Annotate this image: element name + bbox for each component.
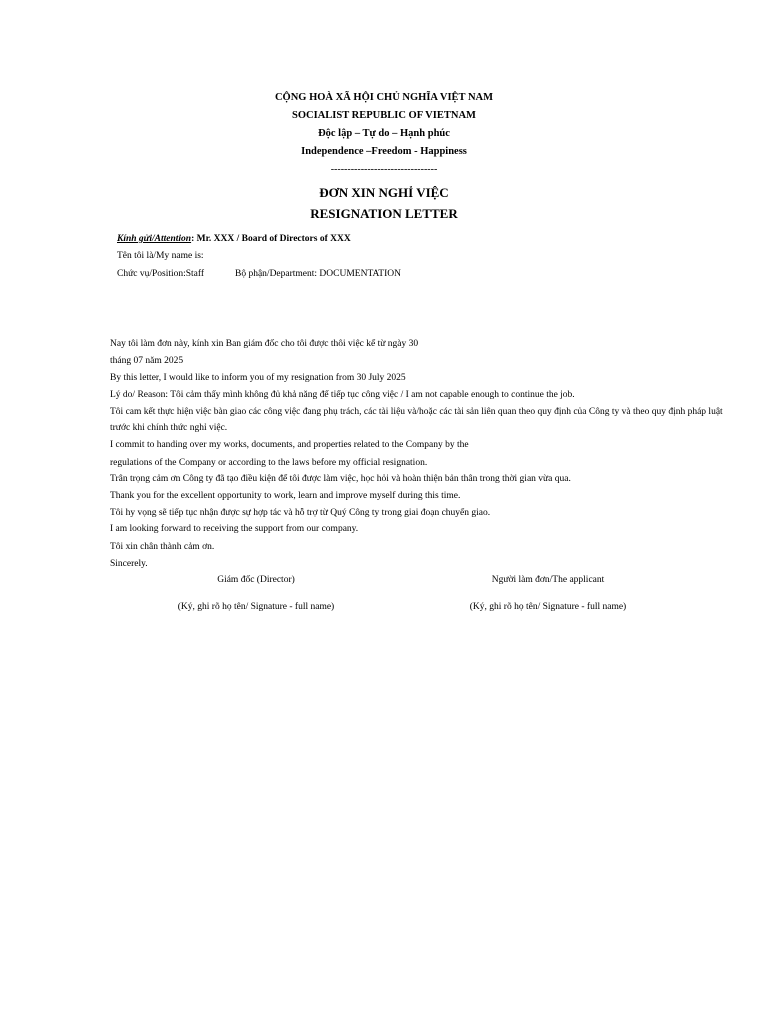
body-line: Trân trọng cảm ơn Công ty đã tạo điều kiện để tôi được làm việc, học hỏi và hoàn thiện bản thân trong thời gian vừa qua. [110, 474, 571, 484]
country-name-en: SOCIALIST REPUBLIC OF VIETNAM [292, 110, 476, 121]
director-signature-note: (Ký, ghi rõ họ tên/ Signature - full name) [177, 602, 335, 612]
country-name-vn: CỘNG HOÀ XÃ HỘI CHỦ NGHĨA VIỆT NAM [274, 92, 494, 103]
body-line: Tôi cam kết thực hiện việc bàn giao các công việc đang phụ trách, các tài liệu và/hoặc các tài sản liên quan theo quy định của Công ty và theo quy định pháp luật [110, 407, 723, 417]
body-line: I commit to handing over my works, documents, and properties related to the Company by the [110, 440, 469, 450]
body-line: Nay tôi làm đơn này, kính xin Ban giám đốc cho tôi được thôi việc kể từ ngày 30 [110, 339, 419, 349]
addressee-label: Kính gửi/Attention [117, 234, 192, 244]
motto-en: Independence –Freedom - Happiness [301, 146, 467, 157]
director-signature-title: Giám đốc (Director) [217, 575, 295, 585]
department-field-label: Bộ phận/Department: DOCUMENTATION [235, 269, 401, 279]
body-line: Sincerely. [110, 559, 148, 569]
body-line: regulations of the Company or according to the laws before my official resignation. [110, 458, 428, 468]
header-divider: -------------------------------- [330, 164, 438, 175]
body-line: Thank you for the excellent opportunity to work, learn and improve myself during this time. [110, 491, 461, 501]
body-line: tháng 07 năm 2025 [110, 356, 184, 366]
body-line: Tôi hy vọng sẽ tiếp tục nhận được sự hợp tác và hỗ trợ từ Quý Công ty trong giai đoạn chuyển giao. [110, 508, 491, 518]
body-line: By this letter, I would like to inform you of my resignation from 30 July 2025 [110, 373, 406, 383]
applicant-signature-title: Người làm đơn/The applicant [491, 575, 605, 585]
motto-vn: Độc lập – Tự do – Hạnh phúc [318, 128, 450, 139]
applicant-signature-note: (Ký, ghi rõ họ tên/ Signature - full name) [469, 602, 627, 612]
name-field-label: Tên tôi là/My name is: [117, 251, 204, 261]
title-en: RESIGNATION LETTER [310, 206, 458, 221]
body-line: Lý do/ Reason: Tôi cảm thấy mình không đủ khả năng để tiếp tục công việc / I am not capable enough to continue the job. [110, 390, 575, 400]
addressee-value: : Mr. XXX / Board of Directors of XXX [191, 234, 351, 244]
body-line: Tôi xin chân thành cảm ơn. [110, 542, 215, 552]
addressee-line [117, 233, 351, 245]
position-field-label: Chức vụ/Position:Staff [117, 269, 205, 279]
body-line: trước khi chính thức nghỉ việc. [110, 423, 228, 433]
title-vn: ĐƠN XIN NGHỈ VIỆC [319, 185, 449, 200]
body-line: I am looking forward to receiving the support from our company. [110, 524, 359, 534]
